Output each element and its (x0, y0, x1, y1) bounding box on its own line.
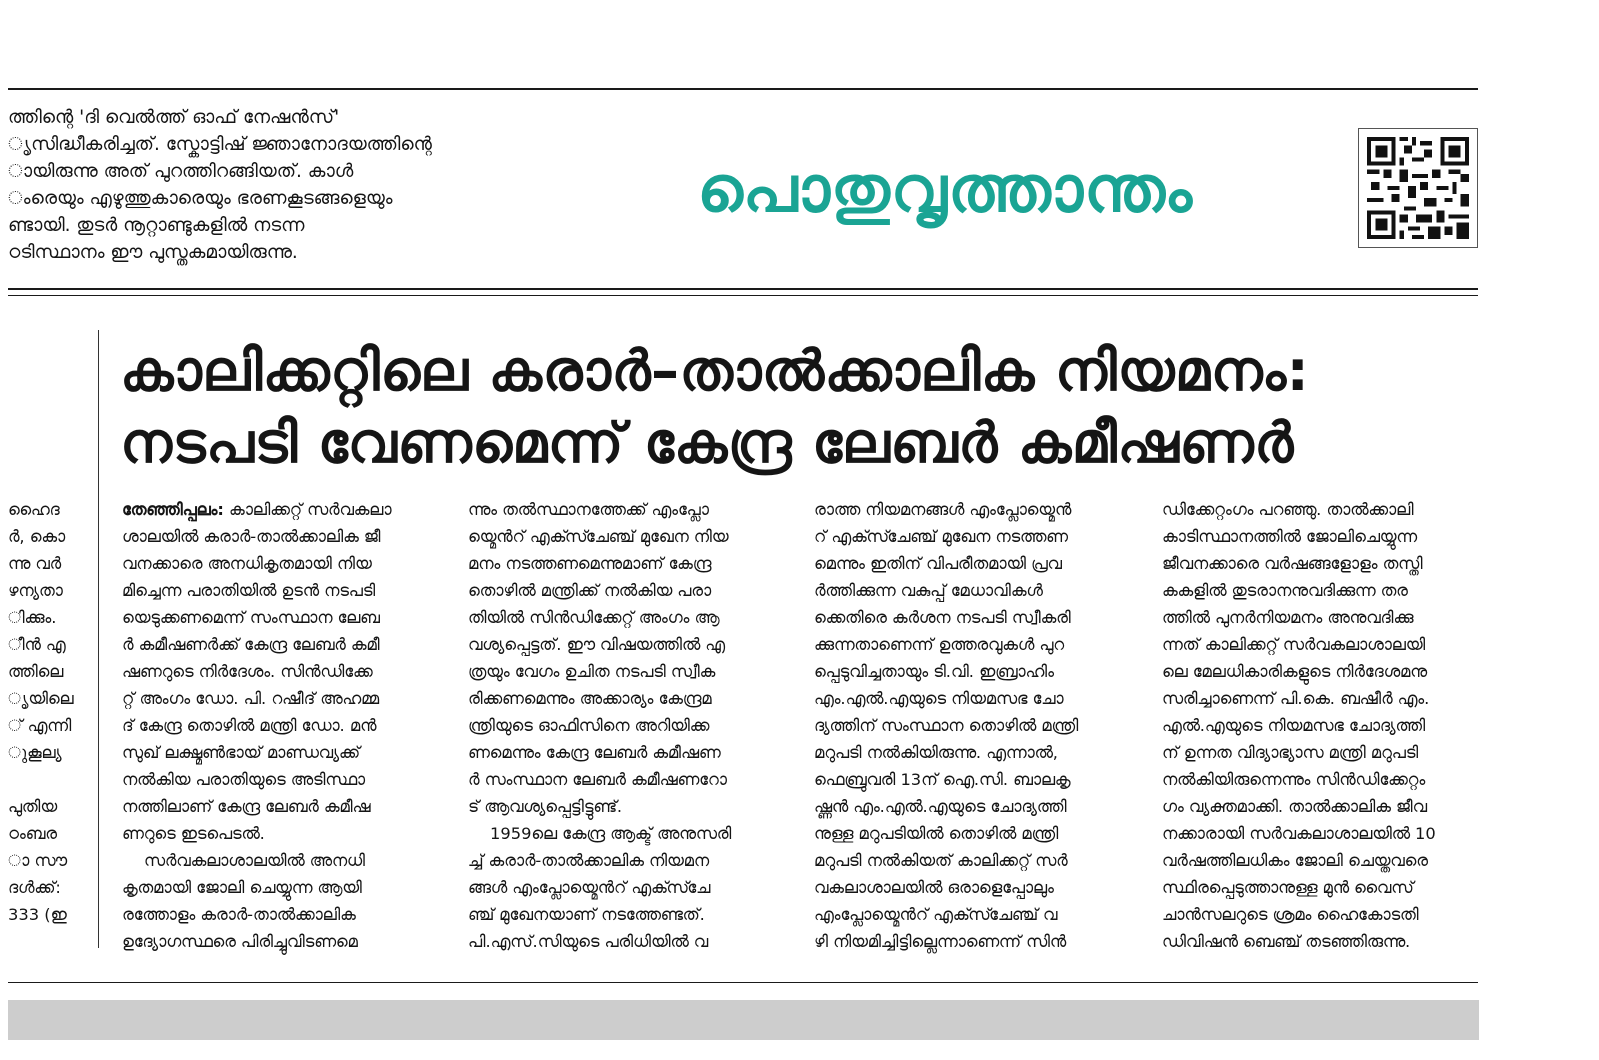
text-line: 1959ലെ കേന്ദ്ര ആക്ട് അനുസരി (490, 824, 732, 843)
text-line: ഠംബര (8, 824, 57, 843)
text-line: മറുപടി നൽകിയിരുന്നു. എന്നാൽ, (814, 743, 1058, 762)
text-line: ത്തിലെ (8, 662, 64, 681)
text-line: ഴന്യതാ (8, 581, 63, 600)
text-line: ർ, കൊ (8, 527, 66, 546)
text-line: നക്കാരായി സർവകലാശാലയിൽ 10 (1162, 824, 1436, 843)
text-line: ഫെബ്രുവരി 13ന് ഐ.സി. ബാലകൃ (814, 770, 1071, 789)
text-line: റ് എക്സ്ചേഞ്ച് മുഖേന നടത്തണ (814, 527, 1068, 546)
text-line: ട് ആവശ്യപ്പെട്ടിട്ടുണ്ട്. (468, 797, 623, 816)
text-line: രിക്കണമെന്നും അക്കാര്യം കേന്ദ്രമ (468, 689, 712, 708)
text-line: ഷ്ണൻ എം.എൽ.എയുടെ ചോദ്യത്തി (814, 797, 1067, 816)
text-line: ുകൂല്യ (8, 743, 62, 762)
text-line: വർഷത്തിലധികം ജോലി ചെയ്തവരെ (1162, 851, 1428, 870)
headline-line: കാലിക്കറ്റിലെ കരാർ–താൽക്കാലിക നിയമനം: (120, 339, 1310, 404)
text-line: റ്റ് അംഗം ഡോ. പി. റഷീദ് അഹമ്മ (122, 689, 379, 708)
text-line: ങ്ങൾ എംപ്ലോയ്മെൻറ് എക്സ്ചേ (468, 878, 711, 897)
text-line: തിയിൽ സിൻഡിക്കേറ്റ് അംഗം ആ (468, 608, 720, 627)
text-line: തൊഴിൽ മന്ത്രിക്ക് നൽകിയ പരാ (468, 581, 712, 600)
text-line: മനം നടത്തണമെന്നുമാണ് കേന്ദ്ര (468, 554, 712, 573)
text-line: സ്ഥിരപ്പെടുത്താനുള്ള മുൻ വൈസ് (1162, 878, 1414, 897)
section-double-rule-bottom (8, 295, 1478, 296)
text-line: ചാൻസലറുടെ ശ്രമം ഹൈകോടതി (1162, 905, 1419, 924)
text-line: രാത്ത നിയമനങ്ങൾ എംപ്ലോയ്മെൻ (814, 500, 1072, 519)
text-line: വനക്കാരെ അനധികൃതമായി നിയ (122, 554, 372, 573)
section-double-rule-top (8, 288, 1478, 290)
text-line: ലെ മേലധികാരികളുടെ നിർദേശമനു (1162, 662, 1427, 681)
text-line: ച്ച് കരാർ-താൽക്കാലിക നിയമന (468, 851, 709, 870)
text-line: ഡിവിഷൻ ബെഞ്ച് തടഞ്ഞിരുന്നു. (1162, 932, 1411, 951)
text-line: ഞ്ച് മുഖേനയാണ് നടത്തേണ്ടത്. (468, 905, 705, 924)
text-line: യ്മെൻറ് എക്സ്ചേഞ്ച് മുഖേന നിയ (468, 527, 729, 546)
text-line: ന്നും തൽസ്ഥാനത്തേക്ക് എംപ്ലോ (468, 500, 709, 519)
text-line: ന്ത്രിയുടെ ഓഫിസിനെ അറിയിക്ക (468, 716, 710, 735)
text-line: നൽകിയിരുന്നെന്നും സിൻഡിക്കേറ്റം (1162, 770, 1426, 789)
text-line: പി.എസ്.സിയുടെ പരിധിയിൽ വ (468, 932, 709, 951)
text-line: ാ സൗ (8, 851, 68, 870)
text-line: നൽകിയ പരാതിയുടെ അടിസ്ഥാ (122, 770, 366, 789)
text-line: ദൾക്ക്: (8, 878, 61, 897)
text-line: ന് ഉന്നത വിദ്യാഭ്യാസ മന്ത്രി മറുപടി (1162, 743, 1419, 762)
adjacent-article-fragment (8, 496, 82, 928)
text-line: ത്തിൽ പുനർനിയമനം അനുവദിക്കു (1162, 608, 1414, 627)
qr-code-icon[interactable] (1358, 128, 1478, 248)
text-line: എംപ്ലോയ്മെൻറ് എക്സ്ചേഞ്ച് വ (814, 905, 1058, 924)
article-column-3 (814, 496, 1132, 955)
grey-band (8, 1000, 1479, 1040)
text-line: ഠടിസ്ഥാനം ഈ പുസ്തകമായിരുന്നു. (8, 242, 298, 263)
text-line: ജീവനക്കാരെ വർഷങ്ങളോളം തസ്തി (1162, 554, 1423, 573)
text-line: ഉദ്യോഗസ്ഥരെ പിരിച്ചുവിടണമെ (122, 932, 358, 951)
article-column-1 (122, 496, 440, 955)
text-line: ർത്തിക്കുന്ന വകുപ്പ് മേധാവികൾ (814, 581, 1043, 600)
text-line: ഷണറുടെ നിർദേശം. സിൻഡിക്കേ (122, 662, 373, 681)
text-line: ക്കെതിരെ കർശന നടപടി സ്വീകരി (814, 608, 1071, 627)
text-line: ീൻ എ (8, 635, 66, 654)
text-line: ണ്ടായി. തുടർ നൂറ്റാണ്ടുകളിൽ നടന്ന (8, 215, 305, 236)
text-line: ദ്യത്തിന് സംസ്ഥാന തൊഴിൽ മന്ത്രി (814, 716, 1079, 735)
text-line: കാടിസ്ഥാനത്തിൽ ജോലിചെയ്യുന്ന (1162, 527, 1417, 546)
text-line: മെന്നും ഇതിന് വിപരീതമായി പ്രവ (814, 554, 1062, 573)
text-line: തേഞ്ഞിപ്പലം: കാലിക്കറ്റ് സർവകലാ (122, 500, 392, 519)
previous-article-snippet (8, 104, 528, 266)
headline-line: നടപടി വേണമെന്ന് കേന്ദ്ര ലേബർ കമീഷണർ (120, 411, 1294, 476)
text-line: ഗം വ്യക്തമാക്കി. താൽക്കാലിക ജീവ (1162, 797, 1427, 816)
text-line: സുഖ് ലക്ഷ്മൺഭായ് മാണ്ഡവ്യക്ക് (122, 743, 360, 762)
text-line: ദ് കേന്ദ്ര തൊഴിൽ മന്ത്രി ഡോ. മൻ (122, 716, 377, 735)
text-line: വശ്യപ്പെട്ടത്. ഈ വിഷയത്തിൽ എ (468, 635, 725, 654)
text-line: മിച്ചെന്ന പരാതിയിൽ ഉടൻ നടപടി (122, 581, 376, 600)
text-line: ഡിക്കേറ്റംഗം പറഞ്ഞു. താൽക്കാലി (1162, 500, 1414, 519)
article-column-2 (468, 496, 786, 955)
text-line: ണറുടെ ഇടപെടൽ. (122, 824, 265, 843)
column-divider (98, 330, 99, 948)
text-line: ംരെയും എഴുത്തുകാരെയും ഭരണകൂടങ്ങളെയും (8, 188, 393, 209)
text-line: സർവകലാശാലയിൽ അനധി (144, 851, 365, 870)
text-line: നത്തിലാണ് കേന്ദ്ര ലേബർ കമീഷ (122, 797, 371, 816)
text-line: ിക്കും. (8, 608, 57, 627)
text-line: ന്നു വർ (8, 554, 62, 573)
text-line: കൃതമായി ജോലി ചെയ്യുന്ന ആയി (122, 878, 362, 897)
text-line: ഴി നിയമിച്ചിട്ടില്ലെന്നാണെന്ന് സിൻ (814, 932, 1067, 951)
text-line: യെടുക്കണമെന്ന് സംസ്ഥാന ലേബ (122, 608, 380, 627)
text-line: ർ സംസ്ഥാന ലേബർ കമീഷണറോ (468, 770, 727, 789)
text-line: പ്പെടുവിച്ചതായും ടി.വി. ഇബ്രാഹിം (814, 662, 1054, 681)
text-line: ഹൈദ (8, 500, 60, 519)
top-rule (8, 88, 1478, 90)
text-line: വകലാശാലയിൽ ഒരാളെപ്പോലും (814, 878, 1054, 897)
section-title: പൊതുവൃത്താന്തം (697, 153, 1193, 227)
dateline: തേഞ്ഞിപ്പലം: (122, 500, 224, 519)
text-line: പുതിയ (8, 797, 57, 816)
text-line: എം.എൽ.എയുടെ നിയമസഭ ചോ (814, 689, 1064, 708)
text-line: നുള്ള മറുപടിയിൽ തൊഴിൽ മന്ത്രി (814, 824, 1059, 843)
article-headline (120, 336, 1420, 480)
text-line (8, 766, 82, 793)
text-line: ൃയിലെ (8, 689, 74, 708)
text-line: ായിരുന്നു അത് പുറത്തിറങ്ങിയത്. കാൾ (8, 161, 354, 182)
text-line: ർ കമീഷണർക്ക് കേന്ദ്ര ലേബർ കമീ (122, 635, 380, 654)
text-line: ത്രയും വേഗം ഉചിത നടപടി സ്വീക (468, 662, 716, 681)
text-line: ണമെന്നും കേന്ദ്ര ലേബർ കമീഷണ (468, 743, 721, 762)
text-line: സരിച്ചാണെന്ന് പി.കെ. ബഷീർ എം. (1162, 689, 1430, 708)
text-line: ന്നത് കാലിക്കറ്റ് സർവകലാശാലയി (1162, 635, 1426, 654)
text-line: രത്തോളം കരാർ-താൽക്കാലിക (122, 905, 356, 924)
text-line: മറുപടി നൽകിയത് കാലിക്കറ്റ് സർ (814, 851, 1068, 870)
text-line: കകളിൽ തുടരാനനുവദിക്കുന്ന തര (1162, 581, 1408, 600)
article-column-4 (1162, 496, 1480, 955)
text-line: ക്കുന്നതാണെന്ന് ഉത്തരവുകൾ പുറ (814, 635, 1065, 654)
text-line: ് എന്നി (8, 716, 72, 735)
text-line: ശാലയിൽ കരാർ-താൽക്കാലിക ജീ (122, 527, 381, 546)
text-line: ൃസിദ്ധീകരിച്ചത്. സ്കോട്ടിഷ് ജ്ഞാനോദയത്തിന്റെ (8, 134, 432, 155)
text-line: 333 (ഇ (8, 905, 67, 924)
text-line: എൽ.എയുടെ നിയമസഭ ചോദ്യത്തി (1162, 716, 1426, 735)
bottom-rule (8, 982, 1478, 983)
text-line: ത്തിന്റെ 'ദി വെൽത്ത് ഓഫ് നേഷൻസ്' (8, 107, 340, 128)
